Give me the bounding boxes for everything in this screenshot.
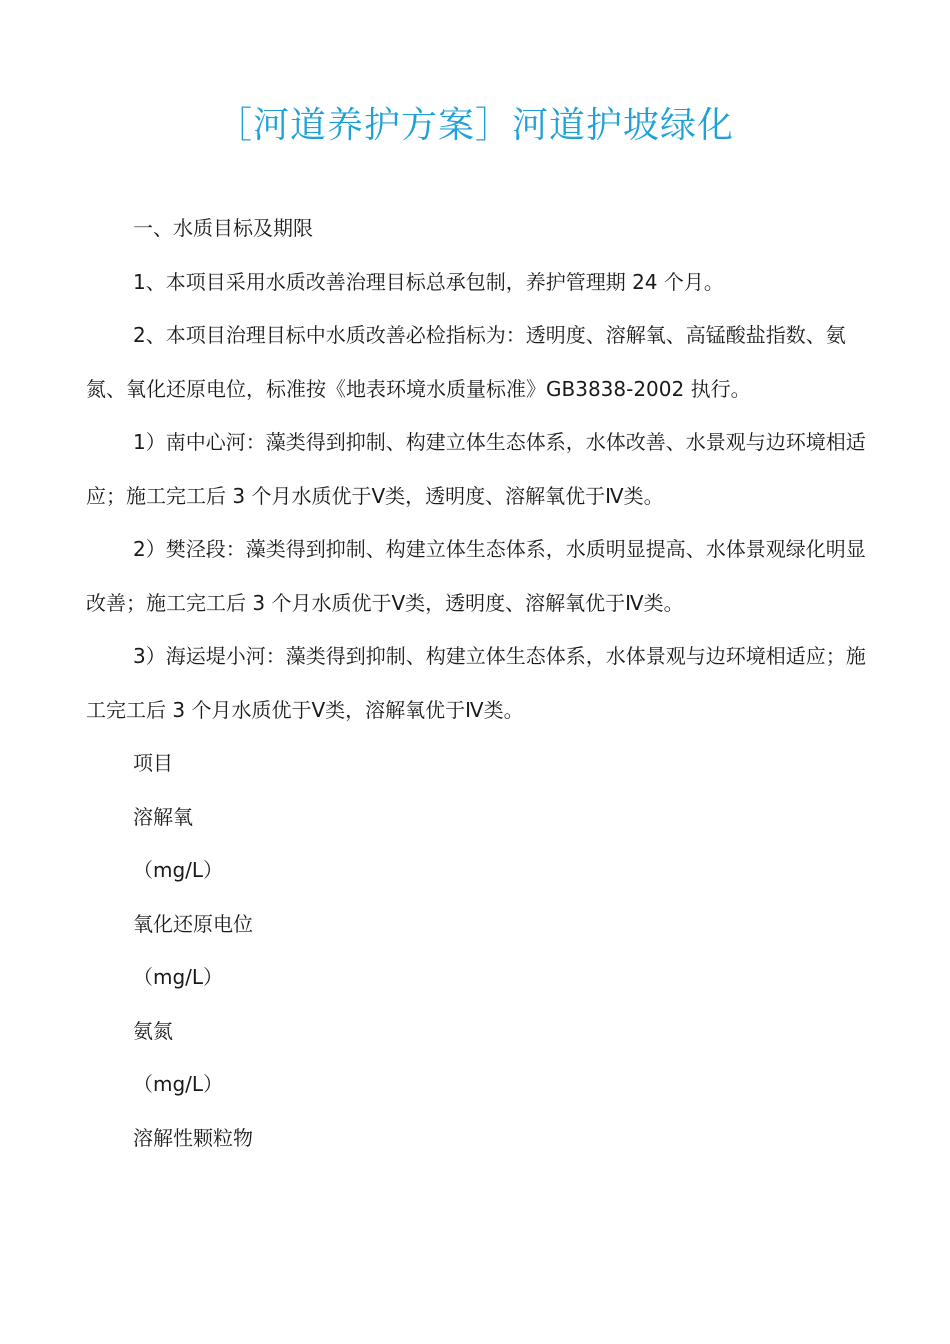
table-item: （mg/L） <box>133 1072 224 1096</box>
paragraph-indicators: 2、本项目治理目标中水质改善必检指标为：透明度、溶解氧、高锰酸盐指数、氨氮、氧化还原电位，标准按《地表环境水质量标准》GB3838-2002 执行。 <box>86 323 846 401</box>
paragraph-fanjing-section: 2）樊泾段：藻类得到抑制、构建立体生态体系，水质明显提高、水体景观绿化明显改善；施工完工后 3 个月水质优于Ⅴ类，透明度、溶解氧优于Ⅳ类。 <box>86 537 866 615</box>
table-item: 溶解性颗粒物 <box>133 1125 253 1150</box>
paragraph-haiyundi-creek: 3）海运堤小河：藻类得到抑制、构建立体生态体系，水体景观与边环境相适应；施工完工后 3 个月水质优于Ⅴ类，溶解氧优于Ⅳ类。 <box>86 644 866 722</box>
paragraph-term: 1、本项目采用水质改善治理目标总承包制，养护管理期 24 个月。 <box>133 269 724 294</box>
document-title: ［河道养护方案］河道护坡绿化 <box>215 105 734 146</box>
section-heading: 一、水质目标及期限 <box>133 216 313 240</box>
paragraph-nanzhongxin-river: 1）南中心河：藻类得到抑制、构建立体生态体系，水体改善、水景观与边环境相适应；施工完工后 3 个月水质优于Ⅴ类，透明度、溶解氧优于Ⅳ类。 <box>86 430 866 508</box>
table-item: （mg/L） <box>133 858 224 882</box>
table-item: 溶解氧 <box>133 804 193 829</box>
table-item: 氨氮 <box>133 1018 173 1043</box>
document-body <box>86 202 876 1165</box>
table-item: （mg/L） <box>133 965 224 989</box>
table-item: 项目 <box>133 751 173 775</box>
table-item: 氧化还原电位 <box>133 911 253 936</box>
